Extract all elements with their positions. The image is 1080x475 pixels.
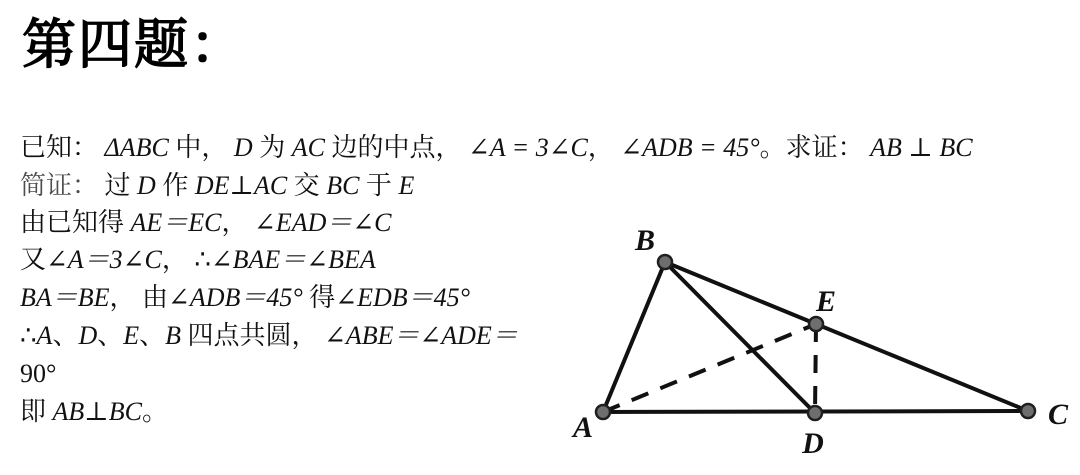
math-text: A <box>36 321 53 350</box>
proof-step-6 <box>20 358 56 390</box>
plain-text: 由已知得 <box>20 208 131 237</box>
plain-text: 。 <box>141 397 168 426</box>
geometry-figure <box>555 222 1080 473</box>
plain-text: 又 <box>20 245 47 274</box>
math-text: ∠EDB＝45° <box>335 283 471 312</box>
plain-text: 。求证： <box>759 133 871 162</box>
plain-text: 已知： <box>20 133 105 162</box>
math-text: ∠ADB＝45° <box>168 283 303 312</box>
plain-text: 、 <box>97 321 124 350</box>
proof-step-5 <box>20 320 518 352</box>
point-D-dot <box>808 406 822 420</box>
plain-text: 边的中点， <box>324 133 468 162</box>
plain-text: 得 <box>302 283 336 312</box>
plain-text: 作 <box>155 171 195 200</box>
math-text: D <box>233 133 253 162</box>
math-text: D <box>137 171 156 200</box>
point-B-dot <box>658 255 672 269</box>
proof-step-4 <box>20 282 470 314</box>
math-text: ∠A = 3∠C <box>467 133 588 162</box>
plain-text: 、 <box>52 321 79 350</box>
edge-ED-dashed <box>815 324 816 413</box>
point-A-dot <box>596 405 610 419</box>
math-text: AC <box>291 133 325 162</box>
math-text: AB⊥BC <box>52 397 142 426</box>
point-E-label: E <box>815 285 837 318</box>
plain-text: 交 <box>287 171 327 200</box>
point-B-label: B <box>634 224 656 257</box>
plain-text: ， 由 <box>109 283 169 312</box>
plain-text: ∴ <box>20 321 37 350</box>
plain-text: ∴ <box>194 245 211 274</box>
math-text: D <box>78 321 98 350</box>
plain-text: 简证： <box>20 171 99 200</box>
math-text: AE＝EC <box>130 208 222 237</box>
proof-step-2 <box>20 207 391 239</box>
plain-text: 于 <box>359 171 399 200</box>
conclusion <box>20 396 168 428</box>
math-text: E <box>398 171 415 200</box>
point-E-dot <box>809 317 823 331</box>
plain-text: 即 <box>20 397 53 426</box>
math-text: DE⊥AC <box>194 171 288 200</box>
math-text: B <box>165 321 182 350</box>
given-statement <box>20 132 973 164</box>
problem-title: 第四题： <box>22 15 246 75</box>
proof-step-3 <box>20 244 376 276</box>
proof-step-1 <box>20 170 414 202</box>
plain-text: 90° <box>20 359 57 388</box>
math-text: AB ⊥ BC <box>870 133 973 162</box>
math-text: ∠BAE＝∠BEA <box>210 245 376 274</box>
plain-text: ， <box>587 133 621 162</box>
point-C-label: C <box>1047 398 1069 431</box>
edge-AB-solid <box>603 262 665 412</box>
point-C-dot <box>1021 404 1035 418</box>
math-text: ∠ABE＝∠ADE＝ <box>324 321 518 350</box>
point-D-label: D <box>802 427 824 460</box>
math-text: BA＝BE <box>20 283 110 312</box>
plain-text: ， <box>221 208 255 237</box>
plain-text: ， <box>161 245 195 274</box>
math-text: E <box>123 321 140 350</box>
plain-text: 四点共圆， <box>181 321 325 350</box>
math-text: ∠ADB = 45° <box>620 133 760 162</box>
edge-BD-solid <box>665 262 815 413</box>
plain-text: 为 <box>252 133 292 162</box>
plain-text: 、 <box>139 321 166 350</box>
edge-BC-solid <box>665 262 1028 411</box>
math-text: BC <box>326 171 360 200</box>
math-text: ∠EAD＝∠C <box>254 208 392 237</box>
math-text: ∠A＝3∠C <box>46 245 162 274</box>
plain-text: 中， <box>168 133 234 162</box>
point-A-label: A <box>572 411 594 444</box>
geometry-figure-container <box>555 222 1080 473</box>
math-text: ΔABC <box>104 133 169 162</box>
plain-text: 过 <box>98 171 138 200</box>
